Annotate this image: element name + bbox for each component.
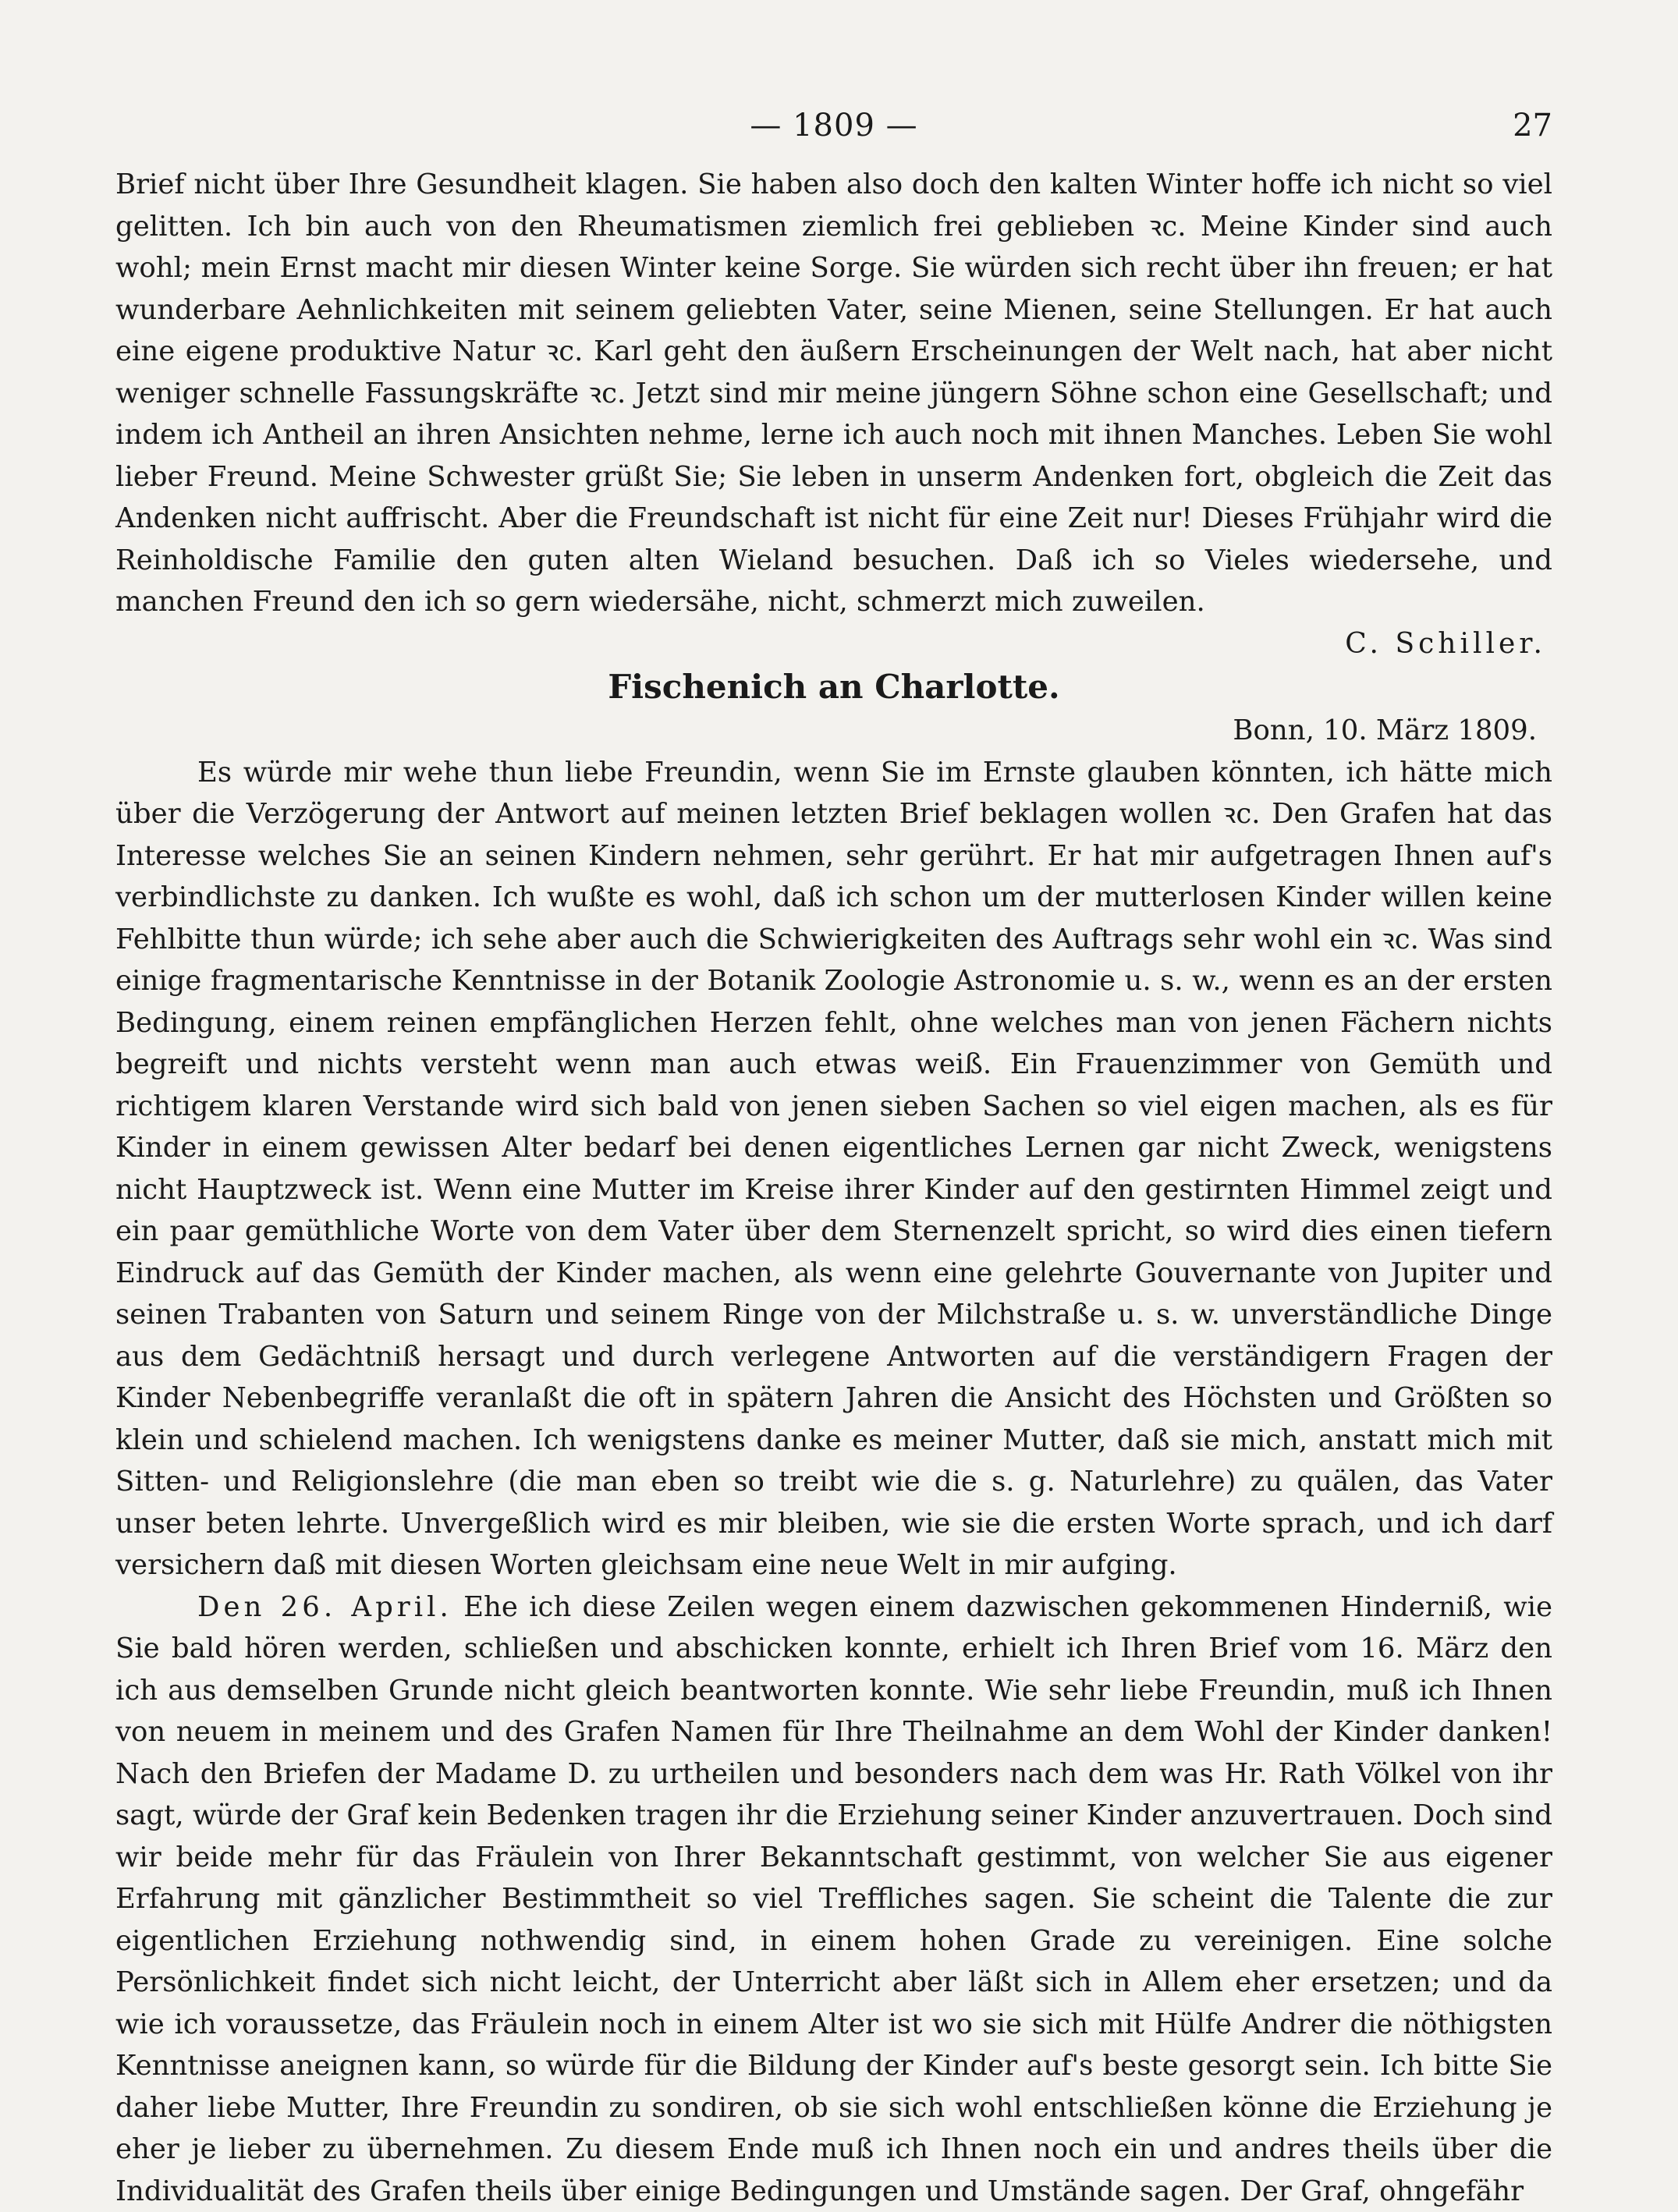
letter-paragraph-1: Brief nicht über Ihre Gesundheit klagen. Sie haben also doch den kalten Winter hoffe ich nicht so viel gelitten. Ich bin auch von den Rheumatismen ziemlich frei geblieben ꝛc. Meine Kinder sind auch wohl; mein Ernst macht mir diesen Winter keine Sorge. Sie würden sich recht über ihn freuen; er hat wunderbare Aehnlichkeiten mit seinem geliebten Vater, seine Mienen, seine Stellungen. Er hat auch eine eigene produktive Natur ꝛc. Karl geht den äußern Erscheinungen der Welt nach, hat aber nicht weniger schnelle Fassungskräfte ꝛc. Jetzt sind mir meine jüngern Söhne schon eine Gesellschaft; und indem ich Antheil an ihren Ansichten nehme, lerne ich auch noch mit ihnen Manches. Leben Sie wohl lieber Freund. Meine Schwester grüßt Sie; Sie leben in unserm Andenken fort, obgleich die Zeit das Andenken nicht auffrischt. Aber die Freundschaft ist nicht für eine Zeit nur! Dieses Frühjahr wird die Reinholdische Familie den guten alten Wieland besuchen. Daß ich so Vieles wiedersehe, und manchen Freund den ich so gern wiedersähe, nicht, schmerzt mich zuweilen. (115, 164, 1552, 623)
paragraph-3-text: Ehe ich diese Zeilen wegen einem dazwischen gekommenen Hinderniß, wie Sie bald hören werden, schließen und abschicken konnte, erhielt ich Ihren Brief vom 16. März den ich aus demselben Grunde nicht gleich beantworten konnte. Wie sehr liebe Freundin, muß ich Ihnen von neuem in meinem und des Grafen Namen für Ihre Theilnahme an dem Wohl der Kinder danken! Nach den Briefen der Madame D. zu urtheilen und besonders nach dem was Hr. Rath Völkel von ihr sagt, würde der Graf kein Bedenken tragen ihr die Erziehung seiner Kinder anzuvertrauen. Doch sind wir beide mehr für das Fräulein von Ihrer Bekanntschaft gestimmt, von welcher Sie aus eigener Erfahrung mit gänzlicher Bestimmtheit so viel Treffliches sagen. Sie scheint die Talente die zur eigentlichen Erziehung nothwendig sind, in einem hohen Grade zu vereinigen. Eine solche Persönlichkeit findet sich nicht leicht, der Unterricht aber läßt sich in Allem eher ersetzen; und da wie ich voraussetze, das Fräulein noch in einem Alter ist wo sie sich mit Hülfe Andrer die nöthigsten Kenntnisse aneignen kann, so würde für die Bildung der Kinder auf's beste gesorgt sein. Ich bitte Sie daher liebe Mutter, Ihre Freundin zu sondiren, ob sie sich wohl entschließen könne die Erziehung je eher je lieber zu übernehmen. Zu diesem Ende muß ich Ihnen noch ein und andres theils über die Individualität des Grafen theils über einige Bedingungen und Umstände sagen. Der Graf, ohngefähr (115, 1591, 1552, 2207)
page-number: 27 (1513, 108, 1552, 144)
page (115, 94, 1552, 2212)
body-text (115, 164, 1552, 2212)
letter-heading: Fischenich an Charlotte. (115, 665, 1552, 710)
header-year: — 1809 — (115, 108, 1552, 144)
paragraph-date: Den 26. April. (197, 1591, 452, 1623)
letter-paragraph-3 (115, 1586, 1552, 2212)
letter-paragraph-2: Es würde mir wehe thun liebe Freundin, wenn Sie im Ernste glauben könnten, ich hätte mich über die Verzögerung der Antwort auf meinen letzten Brief beklagen wollen ꝛc. Den Grafen hat das Interesse welches Sie an seinen Kindern nehmen, sehr gerührt. Er hat mir aufgetragen Ihnen auf's verbindlichste zu danken. Ich wußte es wohl, daß ich schon um der mutterlosen Kinder willen keine Fehlbitte thun würde; ich sehe aber auch die Schwierigkeiten des Auftrags sehr wohl ein ꝛc. Was sind einige fragmentarische Kenntnisse in der Botanik Zoologie Astronomie u. s. w., wenn es an der ersten Bedingung, einem reinen empfänglichen Herzen fehlt, ohne welches man von jenen Fächern nichts begreift und nichts versteht wenn man auch etwas weiß. Ein Frauenzimmer von Gemüth und richtigem klaren Verstande wird sich bald von jenen sieben Sachen so viel eigen machen, als es für Kinder in einem gewissen Alter bedarf bei denen eigentliches Lernen gar nicht Zweck, wenigstens nicht Hauptzweck ist. Wenn eine Mutter im Kreise ihrer Kinder auf den gestirnten Himmel zeigt und ein paar gemüthliche Worte von dem Vater über dem Sternenzelt spricht, so wird dies einen tiefern Eindruck auf das Gemüth der Kinder machen, als wenn eine gelehrte Gouvernante von Jupiter und seinen Trabanten von Saturn und seinem Ringe von der Milchstraße u. s. w. unverständliche Dinge aus dem Gedächtniß hersagt und durch verlegene Antworten auf die verständigern Fragen der Kinder Nebenbegriffe veranlaßt die oft in spätern Jahren die Ansicht des Höchsten und Größten so klein und schielend machen. Ich wenigstens danke es meiner Mutter, daß sie mich, anstatt mich mit Sitten- und Religionslehre (die man eben so treibt wie die s. g. Naturlehre) zu quälen, das Vater unser beten lehrte. Unvergeßlich wird es mir bleiben, wie sie die ersten Worte sprach, und ich darf versichern daß mit diesen Worten gleichsam eine neue Welt in mir aufging. (115, 752, 1552, 1586)
signature: C. Schiller. (115, 623, 1552, 665)
running-header (115, 94, 1552, 164)
dateline: Bonn, 10. März 1809. (115, 710, 1552, 752)
